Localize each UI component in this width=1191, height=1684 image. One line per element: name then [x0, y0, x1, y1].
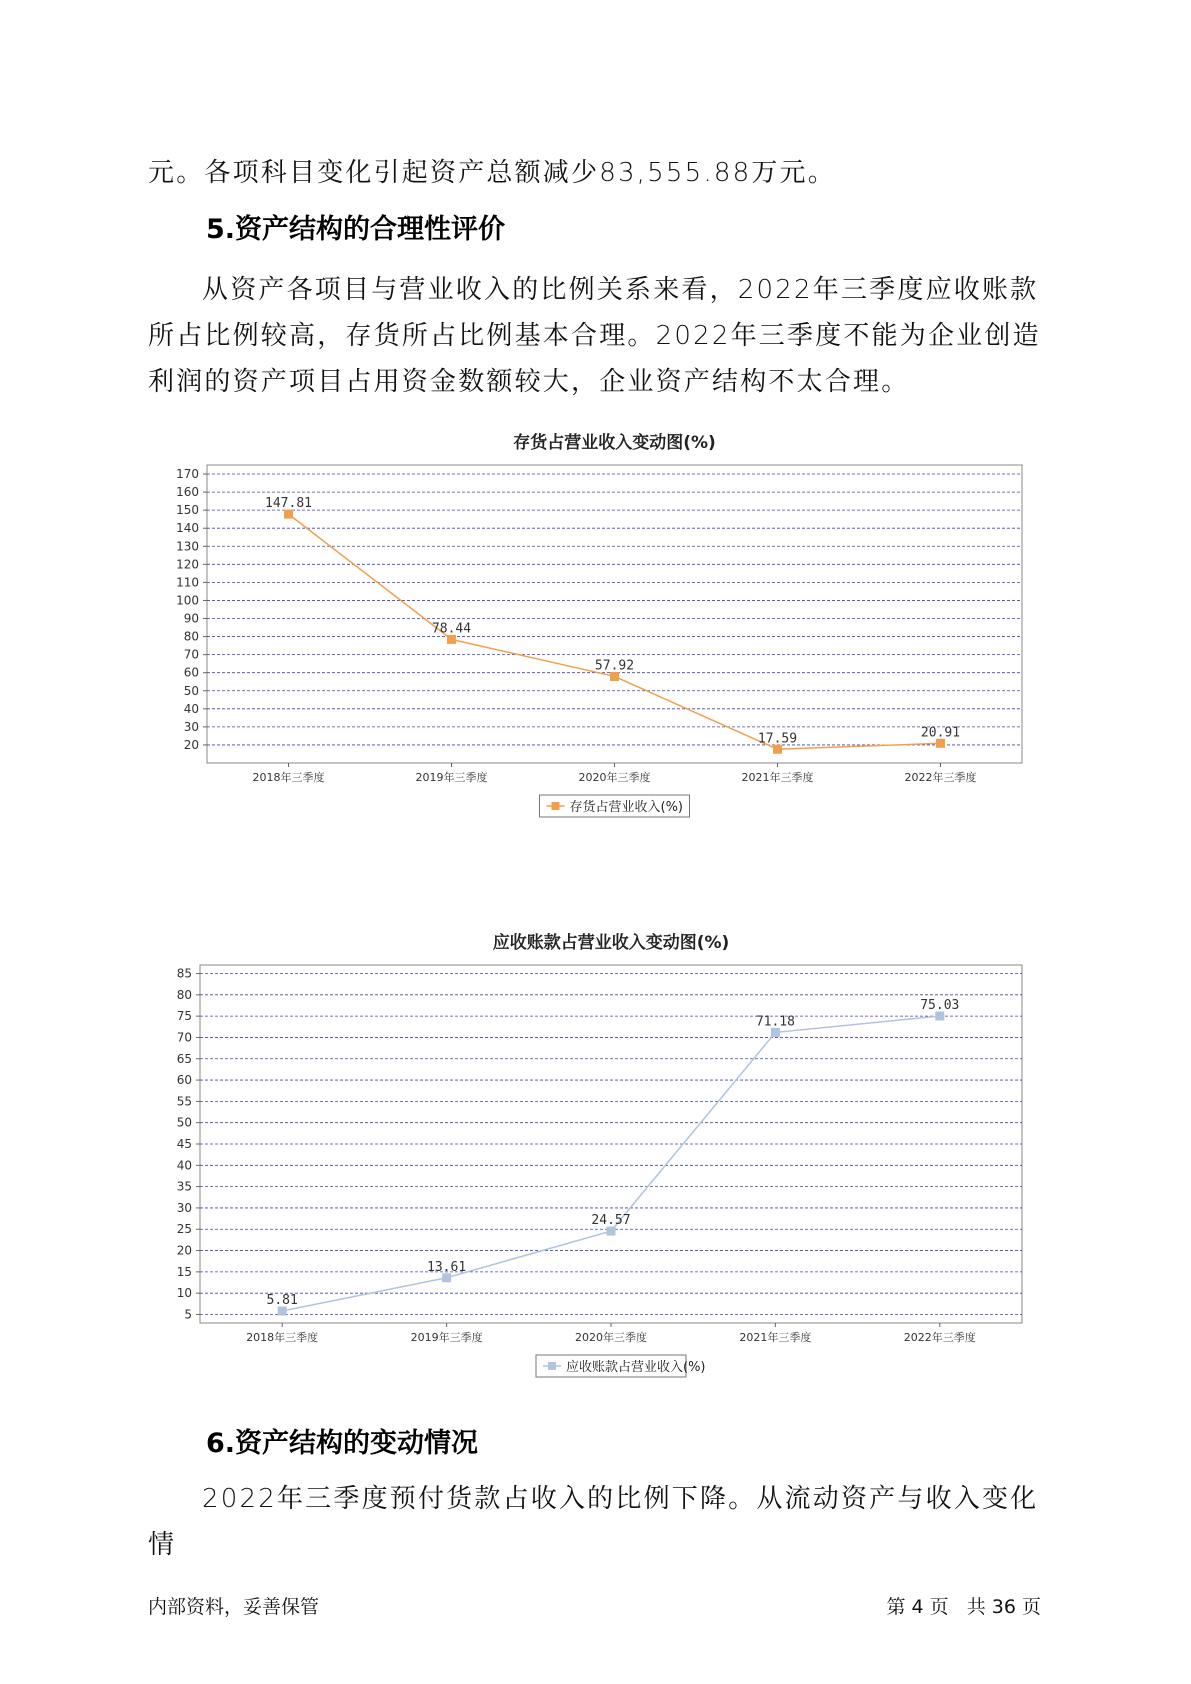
y-tick-label: 55: [176, 1094, 192, 1109]
y-tick-label: 45: [176, 1137, 192, 1151]
y-tick-label: 140: [176, 521, 199, 536]
y-tick-label: 35: [176, 1179, 192, 1194]
x-tick-label: 2019年三季度: [415, 771, 488, 784]
y-tick-label: 30: [183, 719, 199, 734]
y-tick-label: 100: [176, 593, 199, 608]
y-tick-label: 60: [183, 665, 199, 680]
y-tick-label: 30: [176, 1200, 192, 1215]
y-tick-label: 130: [176, 539, 199, 554]
data-label: 78.44: [431, 621, 472, 637]
y-tick-label: 40: [183, 701, 199, 716]
receivables-chart-svg: [160, 930, 1040, 1380]
x-tick-label: 2020年三季度: [578, 771, 651, 784]
section-heading-6: 6.资产结构的变动情况: [206, 1428, 479, 1459]
y-tick-label: 75: [176, 1009, 192, 1024]
chart-title: 应收账款占营业收入变动图(%): [492, 933, 730, 953]
section-heading-5: 5.资产结构的合理性评价: [206, 214, 506, 245]
data-label: 5.81: [266, 1293, 298, 1309]
data-label: 24.57: [591, 1213, 631, 1229]
y-tick-label: 80: [176, 987, 192, 1002]
y-tick-label: 40: [176, 1158, 192, 1173]
legend-label: 存货占营业收入(%): [569, 800, 683, 815]
x-tick-label: 2018年三季度: [246, 1331, 319, 1344]
x-tick-label: 2021年三季度: [739, 1331, 812, 1344]
footer-confidential-note: 内部资料，妥善保管: [148, 1596, 320, 1618]
inventory-to-revenue-chart: [160, 430, 1040, 880]
data-label: 57.92: [594, 658, 635, 674]
x-tick-label: 2022年三季度: [904, 771, 977, 784]
paragraph-asset-structure-changes: 2022年三季度预付货款占收入的比例下降。从流动资产与收入变化情: [148, 1484, 1039, 1560]
x-tick-label: 2019年三季度: [410, 1331, 483, 1344]
y-tick-label: 60: [176, 1073, 192, 1088]
x-tick-label: 2018年三季度: [252, 771, 325, 784]
y-tick-label: 65: [176, 1051, 192, 1066]
data-label: 71.18: [755, 1014, 795, 1030]
paragraph-asset-structure-evaluation: 从资产各项目与营业收入的比例关系来看，2022年三季度应收账款所占比例较高，存货所占比例基本合理。2022年三季度不能为企业创造利润的资产项目占用资金数额较大，企业资产结构不太合理。: [148, 275, 1041, 397]
y-tick-label: 80: [183, 629, 199, 644]
y-tick-label: 90: [183, 611, 199, 626]
inventory-chart-svg: [160, 430, 1040, 880]
y-tick-label: 5: [184, 1307, 192, 1322]
data-label: 20.91: [920, 725, 961, 741]
y-tick-label: 10: [176, 1286, 192, 1301]
data-label: 13.61: [427, 1259, 467, 1275]
receivables-to-revenue-chart: [160, 930, 1040, 1380]
y-tick-label: 110: [176, 575, 199, 590]
data-label: 147.81: [265, 496, 312, 512]
chart-title: 存货占营业收入变动图(%): [513, 433, 716, 453]
y-tick-label: 70: [183, 647, 199, 662]
paragraph-continuation: 元。各项科目变化引起资产总额减少83,555.88万元。: [148, 158, 836, 188]
legend-marker: [548, 1362, 556, 1370]
plot-area: [207, 465, 1022, 763]
y-tick-label: 20: [176, 1243, 192, 1258]
legend-marker: [552, 802, 560, 810]
y-tick-label: 85: [176, 966, 192, 981]
y-tick-label: 120: [176, 557, 199, 572]
x-tick-label: 2022年三季度: [903, 1331, 976, 1344]
x-tick-label: 2021年三季度: [741, 771, 814, 784]
legend-label: 应收账款占营业收入(%): [566, 1360, 706, 1375]
y-tick-label: 50: [183, 683, 199, 698]
data-label: 75.03: [920, 998, 960, 1014]
y-tick-label: 160: [176, 485, 199, 500]
y-tick-label: 70: [176, 1030, 192, 1045]
y-tick-label: 50: [176, 1115, 192, 1130]
y-tick-label: 20: [183, 737, 199, 752]
footer-page-number: 第 4 页 共 36 页: [886, 1596, 1041, 1618]
y-tick-label: 15: [176, 1264, 192, 1279]
y-tick-label: 150: [176, 503, 199, 518]
x-tick-label: 2020年三季度: [575, 1331, 647, 1344]
y-tick-label: 170: [176, 467, 199, 482]
y-tick-label: 25: [176, 1222, 192, 1237]
data-label: 17.59: [757, 731, 798, 747]
